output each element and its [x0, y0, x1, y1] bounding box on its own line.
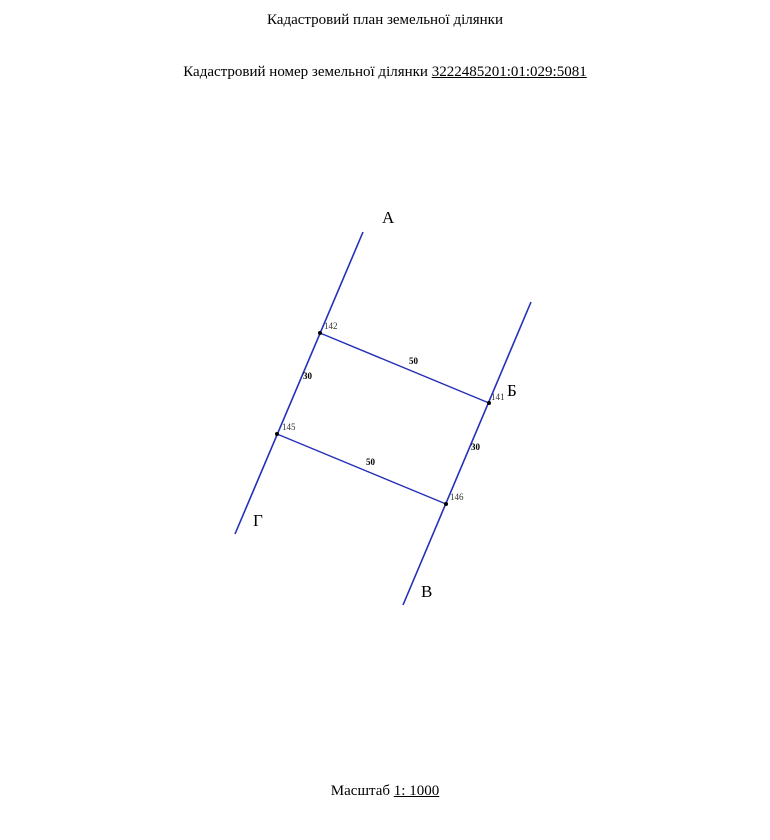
side-length-left: 30: [303, 371, 312, 381]
vertex-label-145: 145: [282, 422, 296, 432]
vertex-label-142: 142: [324, 321, 338, 331]
neighbor-label-g: Г: [253, 511, 263, 530]
scale-line: [0, 783, 770, 800]
vertex-label-146: 146: [450, 492, 464, 502]
side-length-right: 30: [471, 442, 480, 452]
vertex-label-141: 141: [491, 392, 505, 402]
vertex-point-145: [275, 432, 279, 436]
neighbor-label-b: Б: [507, 381, 517, 400]
vertex-point-142: [318, 331, 322, 335]
side-length-top: 50: [409, 356, 418, 366]
neighbor-label-a: А: [382, 208, 395, 227]
document-title: Кадастровий план земельної ділянки: [266, 12, 503, 28]
boundary-line-b-v: [403, 302, 531, 605]
parcel-side-bottom: [277, 434, 446, 504]
scale-label: Масштаб: [330, 783, 391, 799]
boundary-line-a-g: [235, 232, 363, 534]
vertex-point-146: [444, 502, 448, 506]
cadastral-number-value: 3222485201:01:029:5081: [431, 64, 587, 80]
neighbor-label-v: В: [421, 582, 433, 601]
side-length-bottom: 50: [366, 457, 375, 467]
parcel-side-top: [320, 333, 489, 403]
cadastral-number-label: Кадастровий номер земельної ділянки: [183, 64, 428, 80]
scale-value: 1: 1000: [393, 783, 440, 799]
